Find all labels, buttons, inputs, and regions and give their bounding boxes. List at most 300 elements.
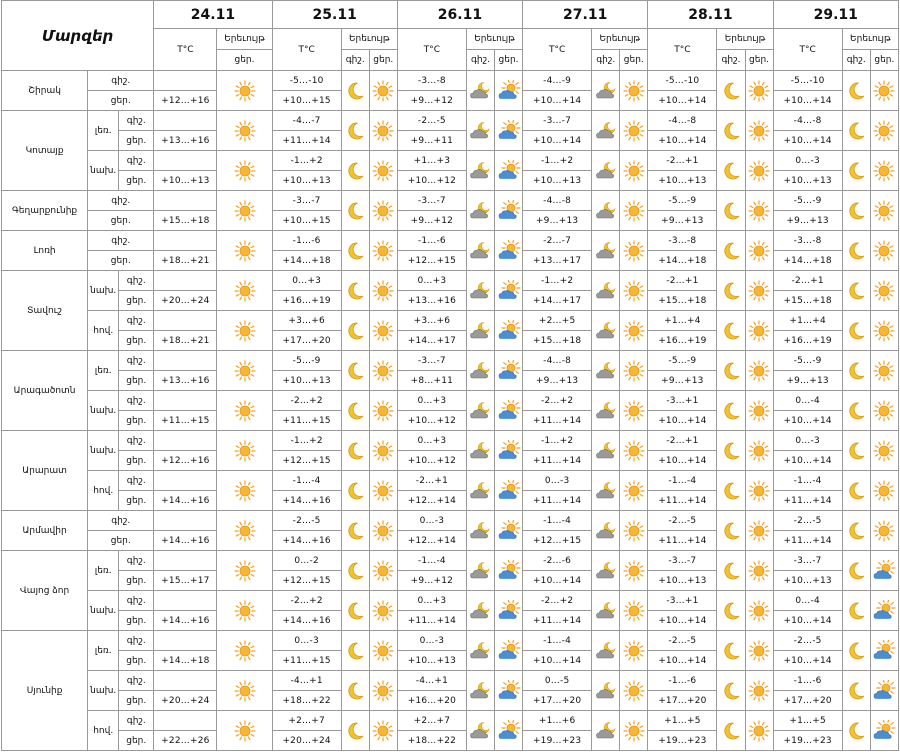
temperature-cell: +13…+17 xyxy=(523,251,592,271)
subregion-label: լեռ. xyxy=(88,351,119,391)
day-weather-cell xyxy=(870,391,898,431)
day-weather-cell xyxy=(870,511,898,551)
period-label: գիշ. xyxy=(119,111,154,131)
period-label: ցեր. xyxy=(119,291,154,311)
sun-icon xyxy=(746,440,773,462)
temperature-cell: +9…+13 xyxy=(773,371,842,391)
temperature-cell: +13…+16 xyxy=(154,131,217,151)
day-weather-cell xyxy=(495,631,523,671)
sun-cloud-icon xyxy=(495,640,522,662)
temperature-cell: -2…+2 xyxy=(523,591,592,611)
day-weather-cell xyxy=(745,71,773,111)
day-weather-cell xyxy=(620,71,648,111)
moon-icon xyxy=(843,480,870,502)
moon-icon xyxy=(342,360,369,382)
temperature-cell: -2…+1 xyxy=(648,151,717,171)
cloud-night-icon xyxy=(592,280,619,302)
night-period-header: գիշ. xyxy=(592,50,620,71)
sun-icon xyxy=(746,160,773,182)
temperature-cell: +1…+3 xyxy=(397,151,466,171)
night-weather-cell xyxy=(592,591,620,631)
day-weather-cell xyxy=(217,471,272,511)
temperature-cell xyxy=(154,431,217,451)
moon-icon xyxy=(843,720,870,742)
period-label: գիշ. xyxy=(88,511,154,531)
temperature-cell: -4…-8 xyxy=(648,111,717,131)
day-weather-cell xyxy=(870,551,898,591)
day-weather-cell xyxy=(745,711,773,751)
night-weather-cell xyxy=(341,111,369,151)
night-weather-cell xyxy=(341,191,369,231)
temperature-cell: -1…+2 xyxy=(523,431,592,451)
day-weather-cell xyxy=(369,311,397,351)
moon-icon xyxy=(843,520,870,542)
day-weather-cell xyxy=(495,391,523,431)
night-weather-cell xyxy=(341,711,369,751)
night-weather-cell xyxy=(842,431,870,471)
temperature-cell: +12…+14 xyxy=(397,491,466,511)
temperature-cell: -3…-7 xyxy=(272,191,341,211)
day-weather-cell xyxy=(495,191,523,231)
temperature-cell: +10…+14 xyxy=(773,611,842,631)
day-weather-cell xyxy=(870,631,898,671)
forecast-row xyxy=(2,231,899,251)
moon-icon xyxy=(717,640,744,662)
period-label: ցեր. xyxy=(88,531,154,551)
temperature-cell: +10…+14 xyxy=(773,451,842,471)
day-weather-cell xyxy=(870,71,898,111)
day-weather-cell xyxy=(369,271,397,311)
sun-icon xyxy=(620,400,647,422)
period-label: գիշ. xyxy=(119,311,154,331)
sun-icon xyxy=(871,320,898,342)
region-name: Կոտայք xyxy=(2,111,88,191)
temp-column-header: T°C xyxy=(648,29,717,71)
night-period-header: գիշ. xyxy=(842,50,870,71)
temperature-cell: 0…-3 xyxy=(773,431,842,451)
day-weather-cell xyxy=(620,311,648,351)
period-label: գիշ. xyxy=(119,271,154,291)
moon-icon xyxy=(342,560,369,582)
day-weather-cell xyxy=(217,551,272,591)
night-weather-cell xyxy=(592,231,620,271)
cloud-night-icon xyxy=(467,120,494,142)
subregion-label: լեռ. xyxy=(88,111,119,151)
night-weather-cell xyxy=(466,591,494,631)
sun-cloud-icon xyxy=(495,360,522,382)
sun-cloud-icon xyxy=(495,240,522,262)
temperature-cell: +1…+5 xyxy=(648,711,717,731)
temperature-cell: +10…+14 xyxy=(648,131,717,151)
temp-column-header: T°C xyxy=(773,29,842,71)
night-weather-cell xyxy=(341,311,369,351)
day-weather-cell xyxy=(745,271,773,311)
period-label: գիշ. xyxy=(119,431,154,451)
sun-cloud-icon xyxy=(495,160,522,182)
cloud-night-icon xyxy=(592,520,619,542)
moon-icon xyxy=(717,80,744,102)
day-weather-cell xyxy=(870,271,898,311)
temperature-cell: -3…-8 xyxy=(648,231,717,251)
forecast-row xyxy=(2,311,899,331)
day-weather-cell xyxy=(217,191,272,231)
night-weather-cell xyxy=(466,551,494,591)
night-weather-cell xyxy=(592,71,620,111)
temperature-cell: 0…-4 xyxy=(773,591,842,611)
temperature-cell: +1…+4 xyxy=(648,311,717,331)
temperature-cell: +10…+12 xyxy=(397,171,466,191)
regional-forecast-table xyxy=(1,0,899,751)
phenomenon-column-header: Երեւույթ xyxy=(842,29,898,50)
period-label: ցեր. xyxy=(119,131,154,151)
day-weather-cell xyxy=(620,671,648,711)
day-weather-cell xyxy=(369,711,397,751)
period-label: ցեր. xyxy=(119,731,154,751)
night-weather-cell xyxy=(717,591,745,631)
temperature-cell xyxy=(154,471,217,491)
temperature-cell: +19…+23 xyxy=(773,731,842,751)
sun-cloud-icon xyxy=(495,680,522,702)
temperature-cell: +10…+13 xyxy=(648,171,717,191)
night-weather-cell xyxy=(717,471,745,511)
day-weather-cell xyxy=(369,511,397,551)
temperature-cell: -4…-8 xyxy=(773,111,842,131)
temperature-cell: +12…+15 xyxy=(272,451,341,471)
day-weather-cell xyxy=(217,631,272,671)
temperature-cell: -3…-7 xyxy=(397,351,466,371)
temperature-cell: +10…+12 xyxy=(397,451,466,471)
moon-icon xyxy=(717,520,744,542)
sun-cloud-icon xyxy=(495,80,522,102)
sun-icon xyxy=(217,680,271,702)
day-weather-cell xyxy=(369,631,397,671)
temperature-cell: -3…-7 xyxy=(648,551,717,571)
temperature-cell: -2…+2 xyxy=(523,391,592,411)
sun-icon xyxy=(746,120,773,142)
temperature-cell: +9…+12 xyxy=(397,91,466,111)
sun-cloud-icon xyxy=(871,600,898,622)
forecast-row xyxy=(2,671,899,691)
forecast-row xyxy=(2,191,899,211)
moon-icon xyxy=(342,600,369,622)
temperature-cell: +10…+14 xyxy=(523,131,592,151)
temperature-cell: +11…+14 xyxy=(397,611,466,631)
temperature-cell: +20…+24 xyxy=(154,691,217,711)
subregion-label: հով. xyxy=(88,471,119,511)
moon-icon xyxy=(843,280,870,302)
temperature-cell: +15…+18 xyxy=(154,211,217,231)
sun-icon xyxy=(620,360,647,382)
day-weather-cell xyxy=(495,471,523,511)
temperature-cell: +14…+18 xyxy=(272,251,341,271)
day-weather-cell xyxy=(870,351,898,391)
cloud-night-icon xyxy=(467,240,494,262)
temperature-cell: +10…+14 xyxy=(648,411,717,431)
night-weather-cell xyxy=(717,391,745,431)
temperature-cell: -5…-10 xyxy=(773,71,842,91)
night-weather-cell xyxy=(466,231,494,271)
day-weather-cell xyxy=(620,191,648,231)
day-weather-cell xyxy=(369,351,397,391)
temperature-cell xyxy=(154,391,217,411)
night-weather-cell xyxy=(466,391,494,431)
temperature-cell: -3…-7 xyxy=(397,191,466,211)
period-label: ցեր. xyxy=(88,251,154,271)
temperature-cell: +16…+20 xyxy=(397,691,466,711)
period-label: գիշ. xyxy=(119,391,154,411)
temperature-cell: +1…+5 xyxy=(773,711,842,731)
moon-icon xyxy=(843,80,870,102)
day-weather-cell xyxy=(745,671,773,711)
day-weather-cell xyxy=(620,471,648,511)
day-weather-cell xyxy=(745,471,773,511)
sun-icon xyxy=(620,240,647,262)
phenomenon-column-header: Երեւույթ xyxy=(341,29,397,50)
temperature-cell: +10…+13 xyxy=(272,371,341,391)
temperature-cell: +18…+21 xyxy=(154,331,217,351)
temperature-cell: -4…-7 xyxy=(272,111,341,131)
night-weather-cell xyxy=(341,551,369,591)
cloud-night-icon xyxy=(467,680,494,702)
sun-icon xyxy=(871,360,898,382)
night-weather-cell xyxy=(717,511,745,551)
day-weather-cell xyxy=(495,231,523,271)
sun-icon xyxy=(620,560,647,582)
moon-icon xyxy=(342,400,369,422)
temperature-cell: +9…+13 xyxy=(773,211,842,231)
sun-icon xyxy=(620,200,647,222)
temperature-cell xyxy=(154,191,217,211)
temperature-cell: -2…-5 xyxy=(648,631,717,651)
night-weather-cell xyxy=(592,551,620,591)
day-weather-cell xyxy=(620,391,648,431)
cloud-night-icon xyxy=(467,440,494,462)
day-weather-cell xyxy=(745,351,773,391)
temperature-cell: +11…+14 xyxy=(272,131,341,151)
temperature-cell: -1…-6 xyxy=(648,671,717,691)
temperature-cell xyxy=(154,711,217,731)
sun-icon xyxy=(217,400,271,422)
sun-icon xyxy=(871,400,898,422)
period-label: գիշ. xyxy=(119,471,154,491)
moon-icon xyxy=(717,680,744,702)
temperature-cell: +14…+18 xyxy=(648,251,717,271)
cloud-night-icon xyxy=(592,360,619,382)
moon-icon xyxy=(843,240,870,262)
day-weather-cell xyxy=(495,431,523,471)
forecast-row xyxy=(2,151,899,171)
temperature-cell: +14…+16 xyxy=(154,611,217,631)
cloud-night-icon xyxy=(592,720,619,742)
night-period-header: գիշ. xyxy=(341,50,369,71)
sun-icon xyxy=(217,80,271,102)
temperature-cell: -4…+1 xyxy=(397,671,466,691)
day-weather-cell xyxy=(217,231,272,271)
moon-icon xyxy=(342,640,369,662)
sun-cloud-icon xyxy=(495,720,522,742)
cloud-night-icon xyxy=(467,280,494,302)
temperature-cell: +12…+16 xyxy=(154,91,217,111)
night-weather-cell xyxy=(842,231,870,271)
temperature-cell: -1…-4 xyxy=(773,471,842,491)
phenomenon-column-header: Երեւույթ xyxy=(217,29,272,50)
day-weather-cell xyxy=(217,511,272,551)
day-weather-cell xyxy=(620,551,648,591)
temperature-cell: -4…-8 xyxy=(523,191,592,211)
night-weather-cell xyxy=(592,511,620,551)
sun-icon xyxy=(620,680,647,702)
day-weather-cell xyxy=(217,711,272,751)
temperature-cell: +9…+13 xyxy=(648,211,717,231)
temperature-cell: +14…+16 xyxy=(154,491,217,511)
date-header: 26.11 xyxy=(397,1,522,29)
temperature-cell: 0…-2 xyxy=(272,551,341,571)
date-header: 25.11 xyxy=(272,1,397,29)
moon-icon xyxy=(717,120,744,142)
cloud-night-icon xyxy=(467,360,494,382)
temperature-cell xyxy=(154,151,217,171)
day-weather-cell xyxy=(620,351,648,391)
night-weather-cell xyxy=(717,671,745,711)
cloud-night-icon xyxy=(592,80,619,102)
sun-icon xyxy=(871,280,898,302)
moon-icon xyxy=(717,480,744,502)
temperature-cell: +16…+19 xyxy=(773,331,842,351)
period-label: գիշ. xyxy=(88,71,154,91)
moon-icon xyxy=(717,360,744,382)
night-weather-cell xyxy=(466,271,494,311)
temperature-cell: +15…+17 xyxy=(154,571,217,591)
sun-icon xyxy=(370,360,397,382)
night-weather-cell xyxy=(466,151,494,191)
temperature-cell: +11…+14 xyxy=(773,531,842,551)
temperature-cell: -1…-4 xyxy=(397,551,466,571)
sun-cloud-icon xyxy=(495,280,522,302)
day-weather-cell xyxy=(495,111,523,151)
region-name: Արագածոտն xyxy=(2,351,88,431)
cloud-night-icon xyxy=(467,80,494,102)
temperature-cell: +10…+14 xyxy=(648,651,717,671)
day-weather-cell xyxy=(217,431,272,471)
day-weather-cell xyxy=(745,231,773,271)
day-period-header: ցեր. xyxy=(870,50,898,71)
region-name: Սյունիք xyxy=(2,631,88,751)
subregion-label: նախ. xyxy=(88,431,119,471)
temperature-cell: +17…+20 xyxy=(648,691,717,711)
night-weather-cell xyxy=(592,151,620,191)
temperature-cell: -1…-4 xyxy=(272,471,341,491)
period-label: ցեր. xyxy=(119,651,154,671)
sun-icon xyxy=(217,560,271,582)
temperature-cell: +2…+7 xyxy=(272,711,341,731)
sun-icon xyxy=(620,80,647,102)
temperature-cell: +11…+14 xyxy=(523,491,592,511)
temperature-cell: +18…+22 xyxy=(397,731,466,751)
night-weather-cell xyxy=(717,551,745,591)
temperature-cell xyxy=(154,551,217,571)
moon-icon xyxy=(717,600,744,622)
moon-icon xyxy=(717,440,744,462)
period-label: գիշ. xyxy=(119,631,154,651)
night-weather-cell xyxy=(592,671,620,711)
sun-icon xyxy=(217,320,271,342)
temperature-cell xyxy=(154,511,217,531)
sun-cloud-icon xyxy=(871,560,898,582)
moon-icon xyxy=(342,160,369,182)
night-weather-cell xyxy=(466,671,494,711)
sun-cloud-icon xyxy=(495,440,522,462)
temperature-cell: +9…+12 xyxy=(397,211,466,231)
sun-cloud-icon xyxy=(495,320,522,342)
temperature-cell: 0…+3 xyxy=(397,271,466,291)
temperature-cell: -4…-9 xyxy=(523,71,592,91)
day-weather-cell xyxy=(745,191,773,231)
temperature-cell: -2…-5 xyxy=(397,111,466,131)
night-weather-cell xyxy=(592,471,620,511)
moon-icon xyxy=(843,160,870,182)
day-weather-cell xyxy=(620,711,648,751)
sun-cloud-icon xyxy=(495,560,522,582)
sun-icon xyxy=(620,720,647,742)
temperature-cell: 0…+3 xyxy=(397,391,466,411)
temperature-cell: +8…+11 xyxy=(397,371,466,391)
temp-column-header: T°C xyxy=(523,29,592,71)
moon-icon xyxy=(843,680,870,702)
temperature-cell: +9…+11 xyxy=(397,131,466,151)
region-name: Արմավիր xyxy=(2,511,88,551)
temperature-cell: +10…+13 xyxy=(397,651,466,671)
day-weather-cell xyxy=(217,151,272,191)
temperature-cell: +11…+15 xyxy=(272,651,341,671)
temperature-cell: -5…-10 xyxy=(272,71,341,91)
period-label: գիշ. xyxy=(119,551,154,571)
sun-icon xyxy=(620,120,647,142)
temperature-cell: +17…+20 xyxy=(773,691,842,711)
temperature-cell: +17…+20 xyxy=(523,691,592,711)
temperature-cell xyxy=(154,351,217,371)
date-header: 24.11 xyxy=(154,1,272,29)
sun-icon xyxy=(370,320,397,342)
moon-icon xyxy=(342,480,369,502)
sun-icon xyxy=(217,360,271,382)
sun-icon xyxy=(746,280,773,302)
day-weather-cell xyxy=(495,711,523,751)
night-weather-cell xyxy=(842,671,870,711)
sun-icon xyxy=(746,80,773,102)
moon-icon xyxy=(717,280,744,302)
sun-icon xyxy=(746,680,773,702)
temperature-cell: -3…+1 xyxy=(648,391,717,411)
cloud-night-icon xyxy=(592,560,619,582)
sun-icon xyxy=(370,120,397,142)
period-label: ցեր. xyxy=(119,371,154,391)
cloud-night-icon xyxy=(467,640,494,662)
day-weather-cell xyxy=(217,391,272,431)
header-row-dates xyxy=(2,1,899,29)
temperature-cell: +10…+13 xyxy=(154,171,217,191)
forecast-row xyxy=(2,351,899,371)
cloud-night-icon xyxy=(467,600,494,622)
sun-icon xyxy=(746,200,773,222)
sun-cloud-icon xyxy=(495,520,522,542)
forecast-row xyxy=(2,711,899,731)
moon-icon xyxy=(342,280,369,302)
day-weather-cell xyxy=(745,431,773,471)
day-weather-cell xyxy=(495,551,523,591)
period-label: ցեր. xyxy=(119,331,154,351)
night-weather-cell xyxy=(842,71,870,111)
temperature-cell xyxy=(154,671,217,691)
